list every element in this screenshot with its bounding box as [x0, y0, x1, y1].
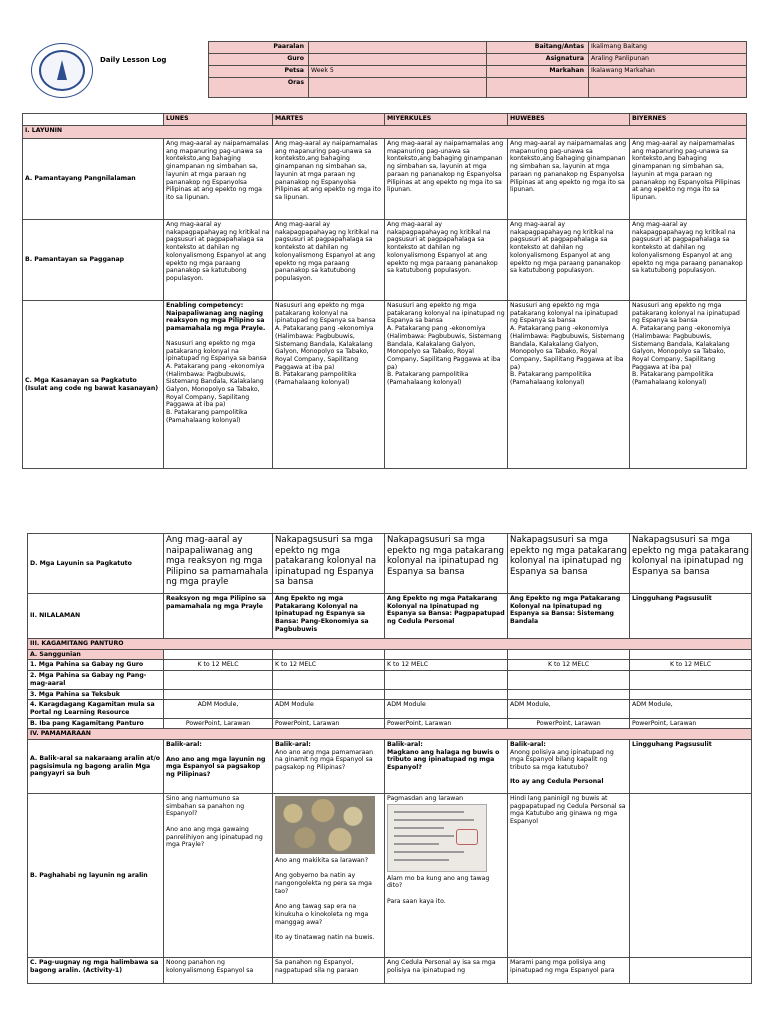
oras-value	[309, 78, 487, 98]
day-header-huwebes: HUWEBES	[508, 114, 630, 126]
cell-text	[164, 740, 273, 794]
row-label-teksbuk: 3. Mga Pahina sa Teksbuk	[28, 689, 164, 700]
cell-text	[385, 740, 508, 794]
cell-text: PowerPoint, Larawan	[385, 718, 508, 729]
cell-text: Ang mag-aaral ay nakapagpapahayag ng kritikal na pagsusuri at pagpapahalaga sa konteksto at dahilan ng kolonyalismong Espanyol at ang epekto ng mga paraang pananakop sa katutubong populasyon.	[273, 220, 385, 301]
cell-text: Ano ang makikita sa larawan? Ang gobyerno ba natin ay nangongolekta ng pera sa mga tao? Ano ang tawag sap era na kinukuha o kinokoleta ng mga manggag awa? Ito ay tinatawag natin na buwis.	[275, 857, 375, 942]
cell-text: ADM Module,	[508, 700, 630, 718]
day-header-biyernes: BIYERNES	[630, 114, 747, 126]
cell-text: Marami pang mga polisiya ang ipinatupad ng mga Espanyol para	[508, 958, 630, 984]
balik-aral-title: Balik-aral:	[166, 741, 202, 749]
balik-aral-question: Magkano ang halaga ng buwis o tributo ang ipinatupad ng mga Espanyol?	[387, 748, 500, 772]
cell-text: K to 12 MELC	[164, 660, 273, 671]
cell-text: Nakapagsusuri sa mga epekto ng mga patakarang kolonyal na ipinatupad ng Espanya sa bansa	[630, 534, 752, 594]
cell-text: Lingguhang Pagsusulit	[630, 594, 752, 639]
row-label-pamantayan-sa-pagganap: B. Pamantayan sa Pagganap	[23, 220, 164, 301]
balik-aral-answer: Ito ay ang Cedula Personal	[510, 777, 604, 785]
cell-text	[385, 794, 508, 958]
paaralan-label: Paaralan	[209, 42, 309, 54]
day-header-martes: MARTES	[273, 114, 385, 126]
balik-aral-title: Balik-aral:	[387, 741, 423, 749]
section-kagamitang-panturo: III. KAGAMITANG PANTURO	[28, 639, 752, 650]
cell-text: Ang Epekto ng mga Patakarang Kolonyal na Ipinatupad ng Espanya sa Bansa: Pang-Ekonomiya sa Pagbubuwis	[273, 594, 385, 639]
cell-text	[164, 301, 273, 469]
asignatura-value: Araling Panlipunan	[589, 54, 747, 66]
row-label-pag-uugnay: C. Pag-uugnay ng mga halimbawa sa bagong aralin. (Activity-1)	[28, 958, 164, 984]
cell-text: K to 12 MELC	[273, 660, 385, 671]
cell-text: Ang mag-aaral ay nakapagpapahayag ng kritikal na pagsusuri at pagpapahalaga sa konteksto at dahilan ng kolonyalismong Espanyol at ang epekto ng mga paraang pananakop sa katutubong populasyon.	[164, 220, 273, 301]
petsa-value: Week 5	[309, 66, 487, 78]
cell-text: K to 12 MELC	[630, 660, 752, 671]
balik-aral-title: Balik-aral:	[275, 741, 311, 749]
cell-text: Ang Cedula Personal ay isa sa mga polisiya na ipinatupad ng	[385, 958, 508, 984]
cell-text: Ang mag-aaral ay naipamamalas ang mapanuring pag-unawa sa konteksto,ang bahaging ginampanan ng simbahan sa, layunin at mga paraan ng pananakop ng Espanyolsa Pilipinas at ang epekto ng mga ito sa lipunan.	[508, 139, 630, 220]
cell-text: Sa panahon ng Espanyol, nagpatupad sila ng paraan	[273, 958, 385, 984]
guro-label: Guro	[209, 54, 309, 66]
cell-text: K to 12 MELC	[385, 660, 508, 671]
row-label-balik-aral: A. Balik-aral sa nakaraang aralin at/o pagsisimula ng bagong aralin Mga pangyayri sa buh	[28, 740, 164, 794]
cell-text: K to 12 MELC	[508, 660, 630, 671]
cell-text: Ang mag-aaral ay naipamamalas ang mapanuring pag-unawa sa konteksto,ang bahaging ginampanan ng simbahan sa, layunin at mga paraan ng pananakop ng Espanyolsa Pilipinas at ang epekto ng mga ito sa lipunan.	[385, 139, 508, 220]
cell-text: ADM Module	[273, 700, 385, 718]
cell-text: Nasusuri ang epekto ng mga patakarang kolonyal na ipinatupad ng Espanya sa bansa A. Patakarang pang -ekonomiya (Halimbawa: Pagbubuwis, Sistemang Bandala, Kalakalang Galyon, Monopolyo sa Tabako, Royal Company, Sapilitang Paggawa at iba pa) B. Patakarang pampolitika (Pamahalaang kolonyal)	[508, 301, 630, 469]
cell-text: Nakapagsusuri sa mga epekto ng mga patakarang kolonyal na ipinatupad ng Espanya sa bansa	[508, 534, 630, 594]
cell-text: Nasusuri ang epekto ng mga patakarang kolonyal na ipinatupad ng Espanya sa bansa A. Patakarang pang -ekonomiya (Halimbawa: Pagbubuwis, Sistemang Bandala, Kalakalang Galyon, Monopolyo sa Tabako, Royal Company, Sapilitang Paggawa at iba pa) B. Patakarang pampolitika (Pamahalaang kolonyal)	[630, 301, 747, 469]
row-label-gabay-mag-aaral: 2. Mga Pahina sa Gabay ng Pang-mag-aaral	[28, 671, 164, 689]
cell-text: Ang mag-aaral ay nakapagpapahayag ng kritikal na pagsusuri at pagpapahalaga sa konteksto at dahilan ng kolonyalismong Espanyol at ang epekto ng mga paraang pananakop sa katutubong populasyon.	[385, 220, 508, 301]
cell-text: PowerPoint, Larawan	[630, 718, 752, 729]
cell-text: PowerPoint, Larawan	[273, 718, 385, 729]
cell-text: Sino ang namumuno sa simbahan sa panahon ng Espanyol? Ano ano ang mga gawaing panrelihiyon ang ipinatupad ng mga Prayle?	[164, 794, 273, 958]
header-info-table	[208, 41, 747, 98]
cell-text	[273, 740, 385, 794]
cell-text: Ang mag-aaral ay nakapagpapahayag ng kritikal na pagsusuri at pagpapahalaga sa konteksto at dahilan ng kolonyalismong Espanyol at ang epekto ng mga paraang pananakop sa katutubong populasyon.	[630, 220, 747, 301]
row-label-paghahabi: B. Paghahabi ng layunin ng aralin	[28, 794, 164, 958]
cell-text: PowerPoint, Larawan	[508, 718, 630, 729]
cell-text: Ang mag-aaral ay naipamamalas ang mapanuring pag-unawa sa konteksto,ang bahaging ginampanan ng simbahan sa, layunin at mga paraan ng pananakop ng Espanyolsa Pilipinas at ang epekto ng mga ito sa lipunan.	[164, 139, 273, 220]
day-header-lunes: LUNES	[164, 114, 273, 126]
row-label-sanggunian: A. Sanggunian	[28, 649, 164, 660]
day-header-miyerkules: MIYERKULES	[385, 114, 508, 126]
cell-text: Ang mag-aaral ay naipapaliwanag ang mga reaksyon ng mga Pilipino sa pamamahala ng mga prayle	[164, 534, 273, 594]
cell-text: Alam mo ba kung ano ang tawag dito? Para saan kaya ito.	[387, 874, 490, 905]
guro-value	[309, 54, 487, 66]
enabling-competency: Enabling competency: Naipapaliwanag ang naging reaksyon ng mga Pilipino sa pamamahala ng mga Prayle.	[166, 302, 266, 333]
layunin-table	[22, 113, 747, 469]
coins-photo	[275, 796, 375, 854]
cell-text: Nasusuri ang epekto ng mga patakarang kolonyal na ipinatupad ng Espanya sa bansa A. Patakarang pang -ekonomiya (Halimbawa: Pagbubuwis, Sistemang Bandala, Kalakalang Galyon, Monopolyo sa Tabako, Royal Company, Sapilitang Paggawa at iba pa) B. Patakarang pampolitika (Pamahalaang kolonyal)	[273, 301, 385, 469]
document-title: Daily Lesson Log	[100, 56, 167, 64]
row-label-pamantayang-pangnilalaman: A. Pamantayang Pangnilalaman	[23, 139, 164, 220]
markahan-label: Markahan	[487, 66, 589, 78]
balik-aral-question: Ano ano ang mga layunin ng mga Espanyol sa pagsakop ng Pilipinas?	[166, 755, 266, 779]
row-label-mga-kasanayan: C. Mga Kasanayan sa Pagkatuto (Isulat ang code ng bawat kasanayan)	[23, 301, 164, 469]
row-label-nilalaman: II. NILALAMAN	[28, 594, 164, 639]
baitang-value: Ikalimang Baitang	[589, 42, 747, 54]
petsa-label: Petsa	[209, 66, 309, 78]
section-layunin: I. LAYUNIN	[23, 126, 747, 139]
oras-label: Oras	[209, 78, 309, 98]
paaralan-value	[309, 42, 487, 54]
baitang-label: Baitang/Antas	[487, 42, 589, 54]
cell-text: Lingguhang Pagsusulit	[630, 740, 752, 794]
cell-text: ADM Module,	[630, 700, 752, 718]
markahan-value: Ikalawang Markahan	[589, 66, 747, 78]
cell-text	[508, 740, 630, 794]
cell-text	[273, 794, 385, 958]
cell-text: Noong panahon ng kolonyalismong Espanyol sa	[164, 958, 273, 984]
cell-text: Ang mag-aaral ay nakapagpapahayag ng kritikal na pagsusuri at pagpapahalaga sa konteksto at dahilan ng kolonyalismong Espanyol at ang epekto ng mga paraang pananakop sa katutubong populasyon.	[508, 220, 630, 301]
cell-text: ADM Module,	[164, 700, 273, 718]
asignatura-label: Asignatura	[487, 54, 589, 66]
cell-text: Nakapagsusuri sa mga epekto ng mga patakarang kolonyal na ipinatupad ng Espanya sa bansa	[273, 534, 385, 594]
row-label-karagdagang-kagamitan: 4. Karagdagang Kagamitan mula sa Portal ng Learning Resource	[28, 700, 164, 718]
cell-text: Nakapagsusuri sa mga epekto ng mga patakarang kolonyal na ipinatupad ng Espanya sa bansa	[385, 534, 508, 594]
cell-text: Pagmasdan ang larawan	[387, 795, 464, 803]
cell-text: Hindi lang paninigil ng buwis at pagpapatupad ng Cedula Personal sa mga Katutubo ang ginawa ng mga Espanyol	[508, 794, 630, 958]
cell-text: Ang mag-aaral ay naipamamalas ang mapanuring pag-unawa sa konteksto,ang bahaging ginampanan ng simbahan sa, layunin at mga paraan ng pananakop ng Espanyolsa Pilipinas at ang epekto ng mga ito sa lipunan.	[273, 139, 385, 220]
section-pamamaraan: IV. PAMAMARAAN	[28, 729, 752, 740]
cell-text	[630, 958, 752, 984]
cell-text: Nasusuri ang epekto ng mga patakarang kolonyal na ipinatupad ng Espanya sa bansa A. Patakarang pang -ekonomiya (Halimbawa: Pagbubuwis, Sistemang Bandala, Kalakalang Galyon, Monopolyo sa Tabako, Royal Company, Sapilitang Paggawa at iba pa) B. Patakarang pampolitika (Pamahalaang kolonyal)	[166, 339, 267, 424]
cell-text: PowerPoint, Larawan	[164, 718, 273, 729]
cell-text: Ang Epekto ng mga Patakarang Kolonyal na Ipinatupad ng Espanya sa Bansa: Pagpapatupad ng Cedula Personal	[385, 594, 508, 639]
cell-text: Nasusuri ang epekto ng mga patakarang kolonyal na ipinatupad ng Espanya sa bansa A. Patakarang pang -ekonomiya (Halimbawa: Pagbubuwis, Sistemang Bandala, Kalakalang Galyon, Monopolyo sa Tabako, Royal Company, Sapilitang Paggawa at iba pa) B. Patakarang pampolitika (Pamahalaang kolonyal)	[385, 301, 508, 469]
balik-aral-title: Balik-aral:	[510, 741, 546, 749]
cell-text: Ang Epekto ng mga Patakarang Kolonyal na Ipinatupad ng Espanya sa Bansa: Sistemang Bandala	[508, 594, 630, 639]
cell-text: Ang mag-aaral ay naipamamalas ang mapanuring pag-unawa sa konteksto,ang bahaging ginampanan ng simbahan sa, layunin at mga paraan ng pananakop ng Espanyolsa Pilipinas at ang epekto ng mga ito sa lipunan.	[630, 139, 747, 220]
row-label-gabay-guro: 1. Mga Pahina sa Gabay ng Guro	[28, 660, 164, 671]
nilalaman-table	[27, 533, 752, 984]
cell-text: ADM Module	[385, 700, 508, 718]
row-label-mga-layunin: D. Mga Layunin sa Pagkatuto	[28, 534, 164, 594]
deped-seal-logo	[31, 43, 93, 98]
row-label-iba-pang-kagamitan: B. Iba pang Kagamitang Panturo	[28, 718, 164, 729]
balik-aral-question: Anong polisiya ang ipinatupad ng mga Espanyol bilang kapalit ng tributo sa mga katutubo?	[510, 748, 614, 772]
cedula-document-photo	[387, 804, 487, 872]
cell-text: Reaksyon ng mga Pilipino sa pamamahala ng mga Prayle	[164, 594, 273, 639]
balik-aral-question: Ano ano ang mga pamamaraan na ginamit ng mga Espanyol sa pagsakop ng Pilipinas?	[275, 748, 374, 772]
